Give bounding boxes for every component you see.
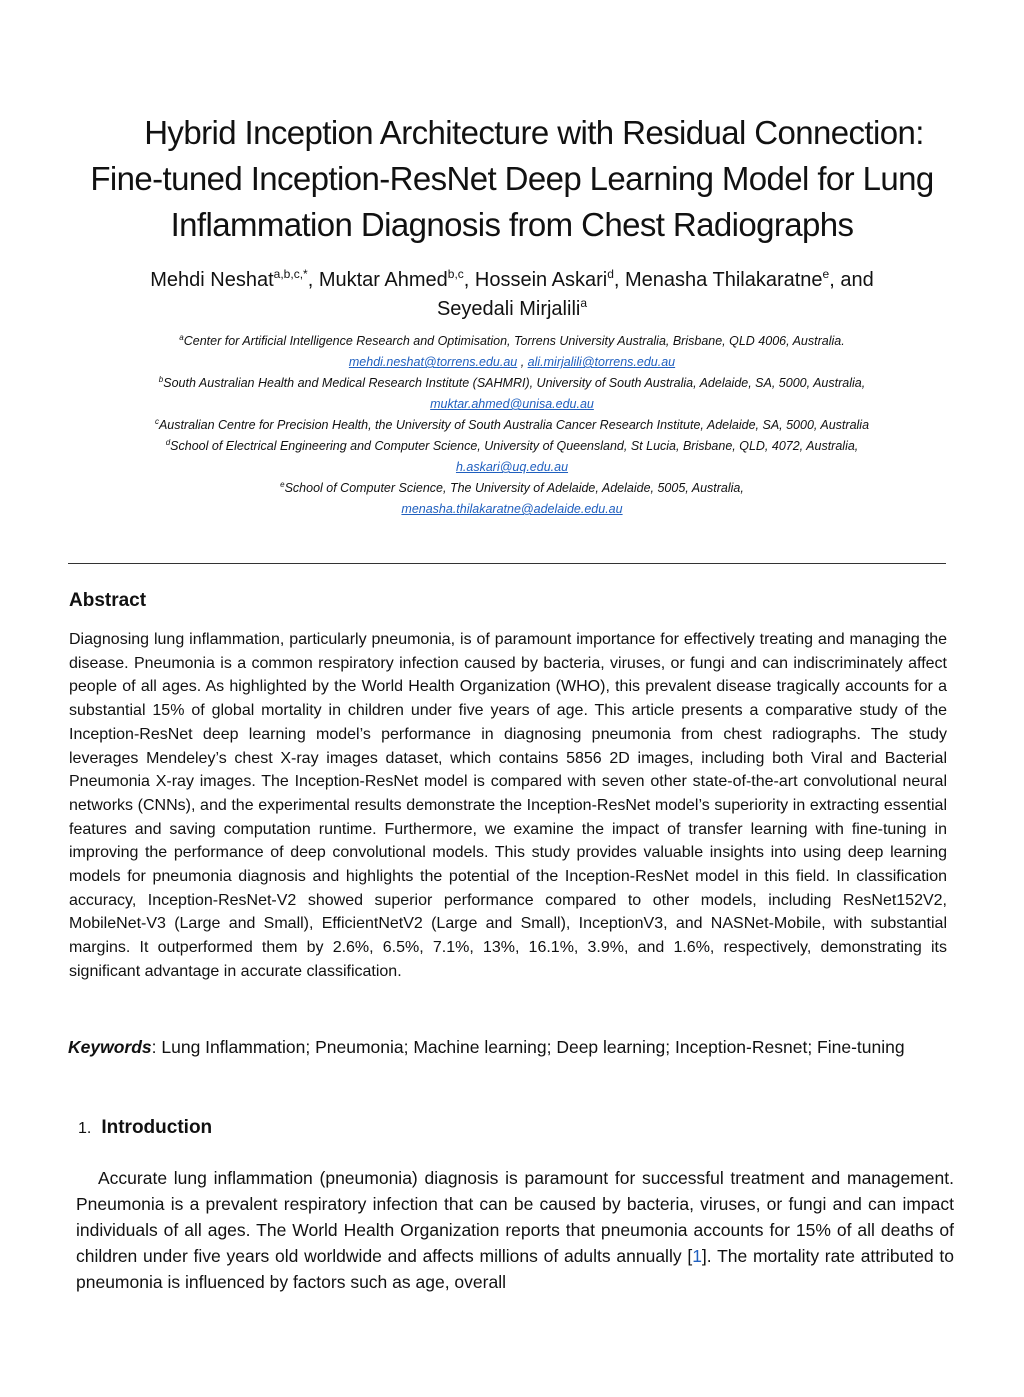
introduction-body bbox=[76, 1165, 954, 1295]
affiliation-e bbox=[70, 478, 954, 499]
author-separator: , and bbox=[829, 269, 874, 291]
author-affiliation-mark: d bbox=[607, 267, 614, 281]
title-line-1: Hybrid Inception Architecture with Residual Connection: bbox=[144, 114, 924, 151]
email-link[interactable]: h.askari@uq.edu.au bbox=[455, 460, 569, 474]
affiliation-mark: e bbox=[280, 480, 285, 489]
affiliation-mark: c bbox=[154, 417, 159, 426]
section-title: Introduction bbox=[101, 1117, 213, 1138]
affiliation-a-emails bbox=[70, 352, 954, 373]
author-separator: , bbox=[307, 269, 319, 291]
affiliation-mark: b bbox=[158, 375, 164, 384]
affiliation-b-email bbox=[70, 394, 954, 415]
keywords-separator: : bbox=[151, 1037, 162, 1057]
affiliation-a bbox=[70, 331, 954, 352]
introduction-text: ]. The mortality rate attributed to pneumonia is influenced by factors such as age, overall bbox=[76, 1246, 954, 1292]
affiliation-mark: d bbox=[165, 438, 171, 447]
title-line-3: Inflammation Diagnosis from Chest Radiographs bbox=[170, 206, 854, 243]
author-affiliation-mark: b,c bbox=[447, 267, 464, 281]
affiliation-text: Australian Centre for Precision Health, the University of South Australia Cancer Research Institute, Adelaide, SA, 5000, Australia bbox=[158, 418, 870, 432]
introduction-text: Accurate lung inflammation (pneumonia) diagnosis is paramount for successful treatment and management. Pneumonia is a prevalent respiratory infection that can be caused by bacteria, viruses, or fungi and can impact individuals of all ages. The World Health Organization reports that pneumonia accounts for 15% of all deaths of children under five years old worldwide and affects millions of adults annually [ bbox=[76, 1168, 954, 1266]
introduction-heading bbox=[78, 1117, 212, 1139]
affiliation-mark: a bbox=[179, 333, 184, 342]
author-name: Menasha Thilakaratne bbox=[625, 269, 823, 291]
affiliation-text: South Australian Health and Medical Research Institute (SAHMRI), University of South Australia, Adelaide, SA, 5000, Australia, bbox=[163, 376, 866, 390]
author-separator: , bbox=[463, 269, 475, 291]
affiliation-text: School of Computer Science, The University of Adelaide, Adelaide, 5005, Australia, bbox=[284, 481, 744, 495]
author-affiliation-mark: a bbox=[580, 296, 588, 310]
affiliation-list bbox=[70, 331, 954, 520]
author-list bbox=[70, 266, 954, 324]
citation-link[interactable]: 1 bbox=[692, 1246, 702, 1266]
affiliation-e-email bbox=[70, 499, 954, 520]
author-name: Hossein Askari bbox=[474, 269, 608, 291]
affiliation-text: School of Electrical Engineering and Computer Science, University of Queensland, St Lucia, Brisbane, QLD, 4072, Australia, bbox=[170, 439, 859, 453]
email-link[interactable]: mehdi.neshat@torrens.edu.au bbox=[348, 355, 518, 369]
keywords-label: Keywords bbox=[68, 1037, 152, 1057]
author-affiliation-mark: e bbox=[822, 267, 830, 281]
section-divider bbox=[68, 563, 946, 564]
author-name: Mehdi Neshat bbox=[150, 269, 274, 291]
email-link[interactable]: muktar.ahmed@unisa.edu.au bbox=[430, 397, 594, 411]
author-separator: , bbox=[613, 269, 626, 291]
keywords bbox=[68, 1033, 954, 1062]
section-number: 1. bbox=[78, 1120, 92, 1137]
keywords-text: Lung Inflammation; Pneumonia; Machine learning; Deep learning; Inception-Resnet; Fine-tuning bbox=[161, 1037, 905, 1057]
affiliation-d-email bbox=[70, 457, 954, 478]
affiliation-b bbox=[70, 373, 954, 394]
title-line-2: Fine-tuned Inception-ResNet Deep Learning Model for Lung bbox=[90, 160, 934, 197]
affiliation-c bbox=[70, 415, 954, 436]
abstract-heading: Abstract bbox=[69, 590, 147, 611]
affiliation-text: Center for Artificial Intelligence Research and Optimisation, Torrens University Australia, Brisbane, QLD 4006, Australia. bbox=[183, 334, 845, 348]
abstract-body: Diagnosing lung inflammation, particularly pneumonia, is of paramount importance for effectively treating and managing the disease. Pneumonia is a common respiratory infection caused by bacteria, viruses, or fungi and can indiscriminately affect people of all ages. As highlighted by the World Health Organization (WHO), this prevalent disease tragically accounts for a substantial 15% of global mortality in children under five years of age. This article presents a comparative study of the Inception-ResNet deep learning model’s performance in diagnosing pneumonia from chest radiographs. The study leverages Mendeley’s chest X-ray images dataset, which contains 5856 2D images, including both Viral and Bacterial Pneumonia X-ray images. The Inception-ResNet model is compared with seven other state-of-the-art convolutional neural networks (CNNs), and the experimental results demonstrate the Inception-ResNet model’s superiority in extracting essential features and saving computation runtime. Furthermore, we examine the impact of transfer learning with fine-tuning in improving the performance of deep convolutional models. This study provides valuable insights into using deep learning models for pneumonia diagnosis and highlights the potential of the Inception-ResNet model in this field. In classification accuracy, Inception-ResNet-V2 showed superior performance compared to other models, including ResNet152V2, MobileNet-V3 (Large and Small), EfficientNetV2 (Large and Small), InceptionV3, and NASNet-Mobile, with substantial margins. It outperformed them by 2.6%, 6.5%, 7.1%, 13%, 16.1%, 3.9%, and 1.6%, respectively, demonstrating its significant advantage in accurate classification. bbox=[69, 631, 947, 980]
email-separator: , bbox=[517, 355, 528, 369]
author-affiliation-mark: a,b,c,* bbox=[273, 267, 308, 281]
email-link[interactable]: menasha.thilakaratne@adelaide.edu.au bbox=[401, 502, 623, 516]
author-name: Seyedali Mirjalili bbox=[436, 298, 581, 320]
affiliation-d bbox=[70, 436, 954, 457]
email-link[interactable]: ali.mirjalili@torrens.edu.au bbox=[527, 355, 676, 369]
paper-title bbox=[70, 110, 954, 248]
author-name: Muktar Ahmed bbox=[318, 269, 448, 291]
